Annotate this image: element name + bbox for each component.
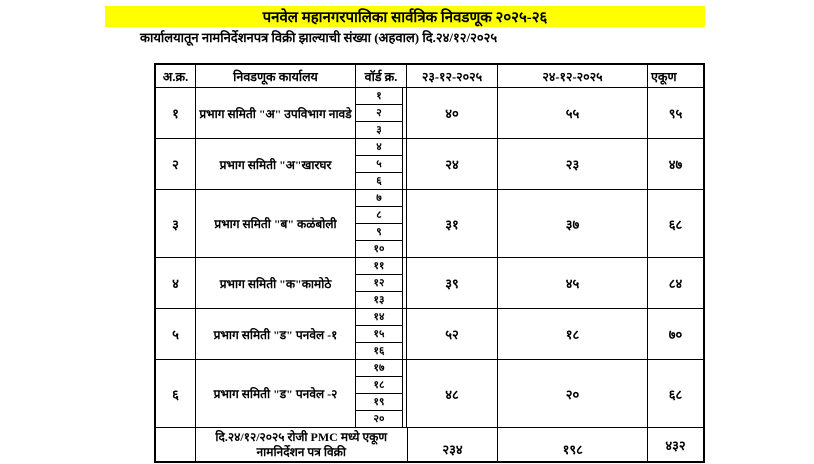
ward-number-box: २० <box>356 411 403 427</box>
total-cell: ४७ <box>668 157 683 172</box>
header-office: निवडणूक कार्यालय <box>196 65 356 87</box>
total-count-date2: १९८ <box>498 428 648 461</box>
serial-cell: १ <box>156 88 196 138</box>
table-row-4 <box>156 258 703 309</box>
table-header-row <box>156 65 703 88</box>
count-cell-date1: ३१ <box>407 190 498 257</box>
total-cell: ६८ <box>668 386 683 402</box>
grand-total-cell: ४३२ <box>665 437 686 453</box>
ward-number-box: १९ <box>356 394 403 411</box>
serial-cell: ५ <box>156 309 196 359</box>
serial-cell: ६ <box>156 360 196 427</box>
office-cell: प्रभाग समिती "ब" कळंबोली <box>196 190 356 257</box>
title-highlight-bar <box>105 6 705 27</box>
table-row-6 <box>156 360 703 428</box>
office-cell: प्रभाग समिती "ड" पनवेल -२ <box>196 360 356 427</box>
header-total: एकूण <box>651 69 677 84</box>
total-row-empty-cell <box>156 428 196 461</box>
ward-number-box: ६ <box>356 173 403 189</box>
count-cell-date2: ४५ <box>498 258 648 308</box>
count-cell-date2: १८ <box>498 309 648 359</box>
ward-number-box: १५ <box>356 326 403 343</box>
office-cell: प्रभाग समिती "अ"खारघर <box>196 139 356 189</box>
count-cell-date2: २३ <box>498 139 648 189</box>
total-cell: ९५ <box>668 106 683 121</box>
total-row-label: दि.२४/१२/२०२५ रोजी PMC मध्ये एकूण नामनिर्देशन पत्र विक्री <box>196 428 408 461</box>
page-title: पनवेल महानगरपालिका सार्वत्रिक निवडणूक २०२५-२६ <box>262 9 548 26</box>
serial-cell: ४ <box>156 258 196 308</box>
header-serial: अ.क्र. <box>156 65 196 87</box>
ward-number-box: १ <box>356 88 403 105</box>
ward-number-box: ४ <box>356 139 403 156</box>
count-cell-date1: ३९ <box>407 258 498 308</box>
ward-number-box: १४ <box>356 309 403 326</box>
ward-number-box: १६ <box>356 343 403 359</box>
ward-number-box: १८ <box>356 377 403 394</box>
office-cell: प्रभाग समिती "क"कामोठे <box>196 258 356 308</box>
total-cell: ८४ <box>668 276 683 291</box>
table-total-row <box>156 428 703 461</box>
ward-number-box: ७ <box>356 190 403 207</box>
ward-cell <box>356 139 407 189</box>
nomination-sales-table <box>154 63 705 463</box>
count-cell-date2: ३७ <box>498 190 648 257</box>
ward-number-box: ५ <box>356 156 403 173</box>
ward-cell <box>356 88 407 138</box>
table-row-2 <box>156 139 703 190</box>
count-cell-date1: ५२ <box>407 309 498 359</box>
ward-number-box: १० <box>356 241 403 257</box>
ward-cell <box>356 190 407 257</box>
ward-number-box: ३ <box>356 122 403 138</box>
office-cell: प्रभाग समिती "ड" पनवेल -१ <box>196 309 356 359</box>
count-cell-date2: ५५ <box>498 88 648 138</box>
total-count-date1: २३४ <box>408 428 499 461</box>
count-cell-date1: ४८ <box>407 360 498 427</box>
office-cell: प्रभाग समिती "अ" उपविभाग नावडे <box>196 88 356 138</box>
table-row-1 <box>156 88 703 139</box>
header-date1: २३-१२-२०२५ <box>407 65 498 87</box>
header-ward: वॉर्ड क्र. <box>356 65 407 87</box>
table-row-3 <box>156 190 703 258</box>
ward-cell <box>356 258 407 308</box>
total-cell: ६८ <box>668 216 683 232</box>
ward-number-box: १७ <box>356 360 403 377</box>
ward-cell <box>356 309 407 359</box>
ward-number-box: १२ <box>356 275 403 292</box>
serial-cell: ३ <box>156 190 196 257</box>
ward-number-box: २ <box>356 105 403 122</box>
ward-number-box: १३ <box>356 292 403 308</box>
total-cell: ७० <box>668 327 683 342</box>
table-row-5 <box>156 309 703 360</box>
ward-cell <box>356 360 407 427</box>
ward-number-box: ११ <box>356 258 403 275</box>
count-cell-date1: २४ <box>407 139 498 189</box>
serial-cell: २ <box>156 139 196 189</box>
count-cell-date2: २० <box>498 360 648 427</box>
count-cell-date1: ४० <box>407 88 498 138</box>
header-date2: २४-१२-२०२५ <box>498 65 648 87</box>
ward-number-box: ९ <box>356 224 403 241</box>
ward-number-box: ८ <box>356 207 403 224</box>
report-subtitle: कार्यालयातून नामनिर्देशनपत्र विक्री झाल्याची संख्या (अहवाल) दि.२४/१२/२०२५ <box>140 30 498 45</box>
